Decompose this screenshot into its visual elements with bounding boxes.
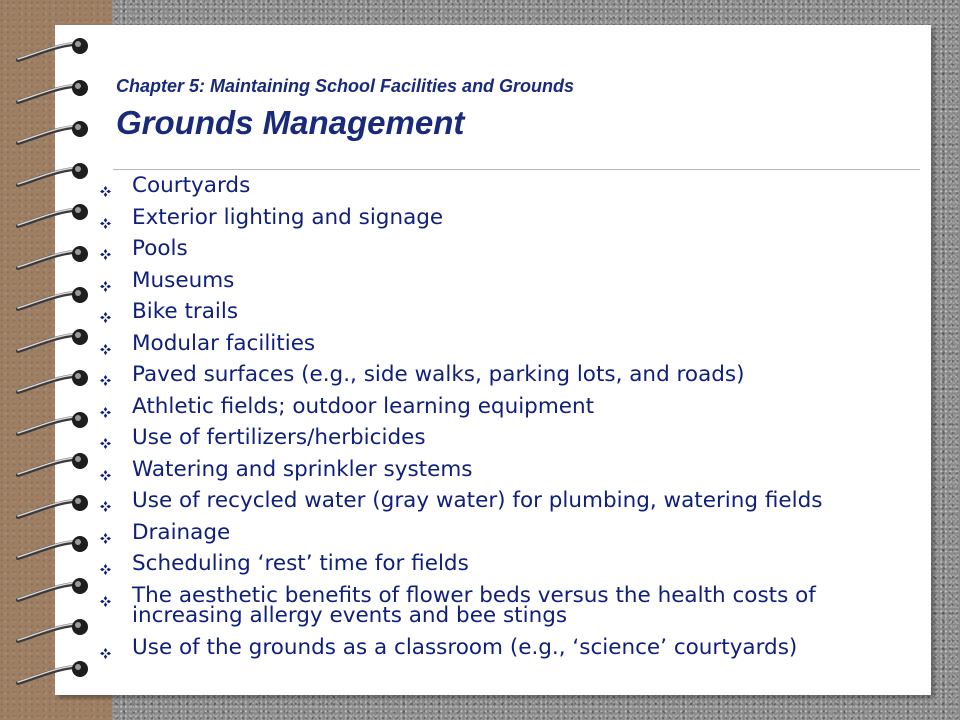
list-item (98, 267, 908, 293)
list-item-text: Exterior lighting and signage (132, 204, 444, 230)
list-item (98, 582, 908, 628)
spiral-ring-icon (14, 617, 94, 645)
four-diamond-bullet-icon (100, 213, 111, 224)
list-item (98, 299, 908, 324)
four-diamond-bullet-icon (100, 528, 111, 539)
list-item (98, 330, 908, 356)
list-item-text: Use of the grounds as a classroom (e.g., ‘science’ courtyards) (132, 634, 798, 660)
spiral-ring-icon (14, 576, 94, 604)
four-diamond-bullet-icon (100, 433, 111, 444)
spiral-ring-icon (14, 368, 94, 396)
list-item-text: Pools (132, 236, 188, 261)
spiral-ring-icon (14, 493, 94, 521)
list-item-text: The aesthetic benefits of flower beds versus the health costs of increasing allergy events and bee stings (132, 582, 816, 628)
four-diamond-bullet-icon (100, 496, 111, 507)
four-diamond-bullet-icon (100, 276, 111, 287)
four-diamond-bullet-icon (100, 370, 111, 381)
list-item-text: Paved surfaces (e.g., side walks, parking lots, and roads) (132, 362, 745, 387)
spiral-ring-icon (14, 534, 94, 562)
spiral-ring-icon (14, 659, 94, 687)
list-item-text: Watering and sprinkler systems (132, 456, 473, 482)
spiral-ring-icon (14, 78, 94, 106)
spiral-ring-icon (14, 285, 94, 313)
list-item (98, 488, 908, 513)
list-item-text: Scheduling ‘rest’ time for fields (132, 551, 469, 576)
four-diamond-bullet-icon (100, 559, 111, 570)
list-item (98, 456, 908, 482)
spiral-ring-icon (14, 161, 94, 189)
spiral-ring-icon (14, 119, 94, 147)
list-item-text: Use of recycled water (gray water) for plumbing, watering fields (132, 488, 823, 513)
slide-title: Grounds Management (116, 104, 465, 141)
four-diamond-bullet-icon (100, 307, 111, 318)
list-item (98, 236, 908, 261)
spiral-ring-icon (14, 410, 94, 438)
list-item (98, 551, 908, 576)
list-item-text: Use of fertilizers/herbicides (132, 425, 426, 450)
list-item (98, 362, 908, 387)
list-item (98, 393, 908, 419)
spiral-ring-icon (14, 202, 94, 230)
chapter-subtitle: Chapter 5: Maintaining School Facilities and Grounds (116, 76, 575, 96)
list-item-text: Courtyards (132, 173, 251, 198)
four-diamond-bullet-icon (100, 402, 111, 413)
four-diamond-bullet-icon (100, 244, 111, 255)
spiral-ring-icon (14, 36, 94, 64)
list-item-text: Bike trails (132, 299, 239, 324)
four-diamond-bullet-icon (100, 339, 111, 350)
list-item-text: Museums (132, 267, 235, 293)
list-item (98, 634, 908, 660)
spiral-ring-icon (14, 327, 94, 355)
spiral-ring-icon (14, 244, 94, 272)
list-item (98, 425, 908, 450)
bullet-list (98, 173, 908, 669)
list-item (98, 204, 908, 230)
four-diamond-bullet-icon (100, 591, 111, 602)
list-item (98, 173, 908, 198)
list-item (98, 519, 908, 545)
title-divider (113, 169, 920, 170)
four-diamond-bullet-icon (100, 465, 111, 476)
list-item-text: Modular facilities (132, 330, 316, 356)
spiral-ring-icon (14, 451, 94, 479)
spiral-binding (0, 0, 110, 720)
list-item-text: Athletic fields; outdoor learning equipment (132, 393, 595, 419)
four-diamond-bullet-icon (100, 181, 111, 192)
list-item-text: Drainage (132, 519, 231, 545)
four-diamond-bullet-icon (100, 643, 111, 654)
